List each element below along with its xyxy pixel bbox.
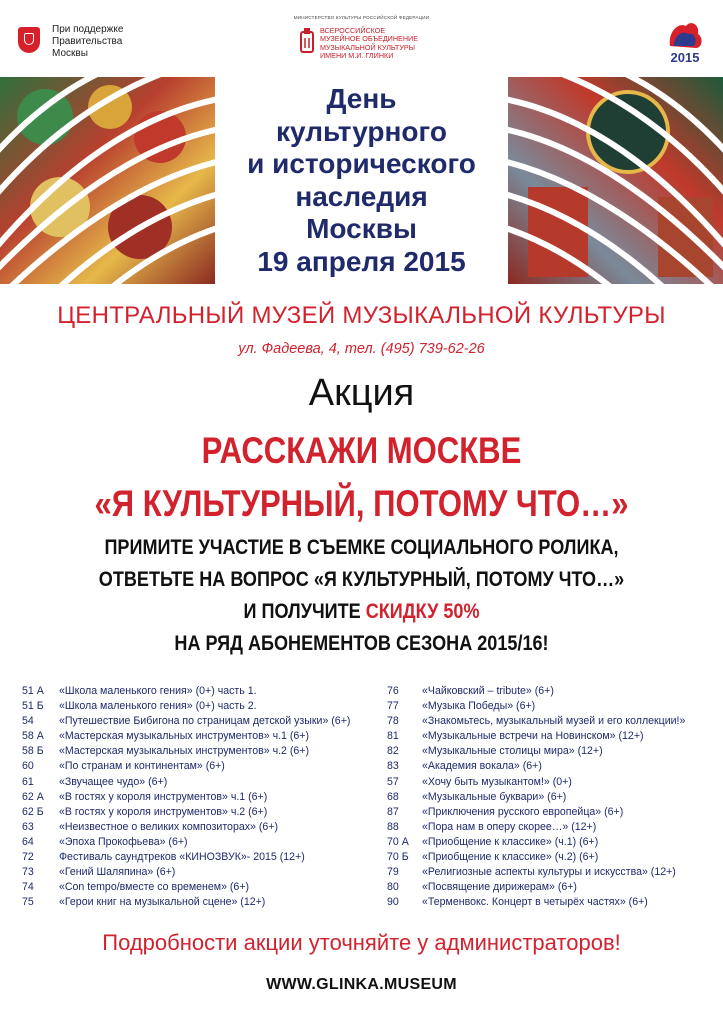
subscription-item bbox=[22, 684, 350, 699]
subscription-number: 75 bbox=[22, 896, 34, 909]
subscription-item bbox=[387, 880, 685, 895]
subscription-title: «Хочу быть музыкантом!» (0+) bbox=[422, 775, 572, 788]
invitation-line-4: НА РЯД АБОНЕМЕНТОВ СЕЗОНА 2015/16! bbox=[174, 632, 549, 655]
invitation-line-3: И ПОЛУЧИТЕ СКИДКУ 50% bbox=[243, 600, 480, 623]
subscription-item bbox=[387, 805, 685, 820]
subscription-title: «Путешествие Бибигона по страницам детской узыки» (6+) bbox=[59, 715, 351, 728]
subscription-number: 88 bbox=[387, 820, 399, 833]
subscription-item bbox=[387, 729, 685, 744]
invitation-line-1: ПРИМИТЕ УЧАСТИЕ В СЪЕМКЕ СОЦИАЛЬНОГО РОЛИКА, bbox=[104, 536, 619, 559]
subscription-item bbox=[22, 699, 350, 714]
subscription-title: «Приобщение к классике» (ч.1) (6+) bbox=[422, 835, 599, 848]
subscription-item bbox=[387, 684, 685, 699]
subscription-title: «Con tempo/вместе со временем» (6+) bbox=[59, 881, 250, 894]
subscription-number: 51 А bbox=[22, 685, 44, 697]
website-link[interactable]: WWW.GLINKA.MUSEUM bbox=[266, 976, 457, 993]
slogan-line-2: «Я КУЛЬТУРНЫЙ, ПОТОМУ ЧТО…» bbox=[94, 483, 629, 524]
subscription-title: «Школа маленького гения» (0+) часть 1. bbox=[59, 685, 257, 697]
subscription-number: 64 bbox=[22, 835, 34, 848]
subscription-title: «Пора нам в оперу скорее…» (12+) bbox=[422, 820, 597, 833]
subscription-number: 73 bbox=[22, 866, 34, 879]
subscription-item bbox=[387, 895, 685, 910]
subscription-number: 87 bbox=[387, 805, 399, 818]
subscription-title: «Музыкальные столицы мира» (12+) bbox=[422, 745, 603, 758]
subscription-number: 57 bbox=[387, 775, 399, 788]
subscription-title: «Чайковский – tribute» (6+) bbox=[422, 685, 554, 697]
subscription-number: 90 bbox=[387, 896, 399, 909]
moscow-coat-of-arms-icon bbox=[18, 27, 40, 53]
subscription-number: 62 Б bbox=[22, 805, 44, 818]
subscription-title: «Неизвестное о великих композиторах» (6+) bbox=[59, 820, 278, 833]
subscription-item bbox=[387, 744, 685, 759]
subscription-title: «Школа маленького гения» (0+) часть 2. bbox=[59, 700, 257, 713]
government-support-text: При поддержке Правительства Москвы bbox=[52, 24, 124, 59]
subscription-number: 54 bbox=[22, 715, 34, 728]
subscription-number: 74 bbox=[22, 881, 34, 894]
subscription-item bbox=[22, 895, 350, 910]
subscription-number: 79 bbox=[387, 866, 399, 879]
museum-address: ул. Фадеева, 4, тел. (495) 739-62-26 bbox=[238, 341, 485, 357]
subscription-number: 82 bbox=[387, 745, 399, 758]
subscription-item bbox=[22, 714, 350, 729]
subscription-number: 58 Б bbox=[22, 745, 44, 758]
subscription-number: 51 Б bbox=[22, 700, 44, 713]
subscription-title: «Академия вокала» (6+) bbox=[422, 760, 542, 773]
subscription-number: 81 bbox=[387, 730, 399, 743]
subscriptions-list-right bbox=[387, 684, 685, 910]
subscription-item bbox=[22, 880, 350, 895]
subscription-item bbox=[22, 850, 350, 865]
discount-highlight: СКИДКУ 50% bbox=[365, 600, 480, 623]
invitation-line-2: ОТВЕТЬТЕ НА ВОПРОС «Я КУЛЬТУРНЫЙ, ПОТОМУ ЧТО…» bbox=[98, 568, 625, 591]
event-title: День культурного и исторического наследия Москвы 19 апреля 2015 bbox=[247, 83, 476, 277]
details-note: Подробности акции уточняйте у администраторов! bbox=[102, 930, 621, 955]
subscription-title: «Гений Шаляпина» (6+) bbox=[59, 866, 176, 879]
subscription-title: «Звучащее чудо» (6+) bbox=[59, 775, 168, 788]
subscription-item bbox=[22, 805, 350, 820]
subscription-item bbox=[22, 775, 350, 790]
subscription-number: 76 bbox=[387, 685, 399, 697]
subscription-title: «Терменвокс. Концерт в четырёх частях» (6+) bbox=[422, 896, 648, 909]
subscription-title: «По странам и континентам» (6+) bbox=[59, 760, 225, 773]
subscription-item bbox=[387, 790, 685, 805]
subscription-number: 80 bbox=[387, 881, 399, 894]
subscription-title: «В гостях у короля инструментов» ч.1 (6+) bbox=[59, 790, 268, 803]
subscription-title: «Эпоха Прокофьева» (6+) bbox=[59, 835, 188, 848]
subscription-number: 61 bbox=[22, 775, 34, 788]
subscription-title: «Знакомьтесь, музыкальный музей и его коллекции!» bbox=[422, 715, 686, 728]
subscription-item bbox=[22, 729, 350, 744]
subscription-number: 70 А bbox=[387, 835, 409, 848]
subscription-title: «Музыка Победы» (6+) bbox=[422, 700, 536, 713]
subscription-number: 72 bbox=[22, 851, 34, 864]
subscription-item bbox=[22, 820, 350, 835]
subscription-title: «Религиозные аспекты культуры и искусства» (12+) bbox=[422, 866, 676, 879]
subscription-item bbox=[22, 835, 350, 850]
subscription-item bbox=[22, 865, 350, 880]
subscription-title: «Посвящение дирижерам» (6+) bbox=[422, 881, 577, 894]
subscription-item bbox=[22, 744, 350, 759]
subscription-number: 83 bbox=[387, 760, 399, 773]
slogan-line-1: РАССКАЖИ МОСКВЕ bbox=[201, 430, 522, 471]
year-badge: 2015 bbox=[670, 50, 700, 65]
subscription-title: «Приключения русского европейца» (6+) bbox=[422, 805, 624, 818]
subscription-number: 63 bbox=[22, 820, 34, 833]
subscription-title: «В гостях у короля инструментов» ч.2 (6+) bbox=[59, 805, 268, 818]
subscription-title: Фестиваль саундтреков «КИНОЗВУК»- 2015 (12+) bbox=[59, 851, 305, 864]
subscription-number: 78 bbox=[387, 715, 399, 728]
subscription-number: 60 bbox=[22, 760, 34, 773]
subscription-title: «Мастерская музыкальных инструментов» ч.1 (6+) bbox=[59, 730, 310, 743]
subscription-item bbox=[387, 699, 685, 714]
subscription-number: 77 bbox=[387, 700, 399, 713]
promo-heading: Акция bbox=[308, 372, 415, 414]
subscription-title: «Музыкальные встречи на Новинском» (12+) bbox=[422, 730, 644, 743]
subscription-item bbox=[387, 835, 685, 850]
subscription-item bbox=[22, 759, 350, 774]
kremlin-collage-right-image bbox=[508, 77, 723, 284]
subscription-title: «Мастерская музыкальных инструментов» ч.2 (6+) bbox=[59, 745, 310, 758]
subscription-number: 70 Б bbox=[387, 851, 409, 864]
subscription-item bbox=[387, 850, 685, 865]
subscription-title: «Музыкальные буквари» (6+) bbox=[422, 790, 567, 803]
ministry-caption: МИНИСТЕРСТВО КУЛЬТУРЫ РОССИЙСКОЙ ФЕДЕРАЦИИ bbox=[293, 15, 430, 20]
subscription-item bbox=[22, 790, 350, 805]
cathedral-collage-left-image bbox=[0, 77, 215, 284]
subscription-item bbox=[387, 820, 685, 835]
subscription-item bbox=[387, 775, 685, 790]
subscription-item bbox=[387, 865, 685, 880]
subscription-number: 68 bbox=[387, 790, 399, 803]
subscription-title: «Герои книг на музыкальной сцене» (12+) bbox=[59, 896, 266, 909]
museum-emblem-icon bbox=[299, 28, 315, 54]
subscription-item bbox=[387, 714, 685, 729]
subscriptions-list-left bbox=[22, 684, 350, 910]
subscription-number: 62 А bbox=[22, 790, 44, 803]
subscription-number: 58 А bbox=[22, 730, 44, 743]
museum-title: ЦЕНТРАЛЬНЫЙ МУЗЕЙ МУЗЫКАЛЬНОЙ КУЛЬТУРЫ bbox=[57, 302, 666, 329]
subscription-title: «Приобщение к классике» (ч.2) (6+) bbox=[422, 851, 599, 864]
subscription-item bbox=[387, 759, 685, 774]
museum-association-name: ВСЕРОССИЙСКОЕ МУЗЕЙНОЕ ОБЪЕДИНЕНИЕ МУЗЫКАЛЬНОЙ КУЛЬТУРЫ ИМЕНИ М.И. ГЛИНКИ bbox=[320, 26, 418, 61]
